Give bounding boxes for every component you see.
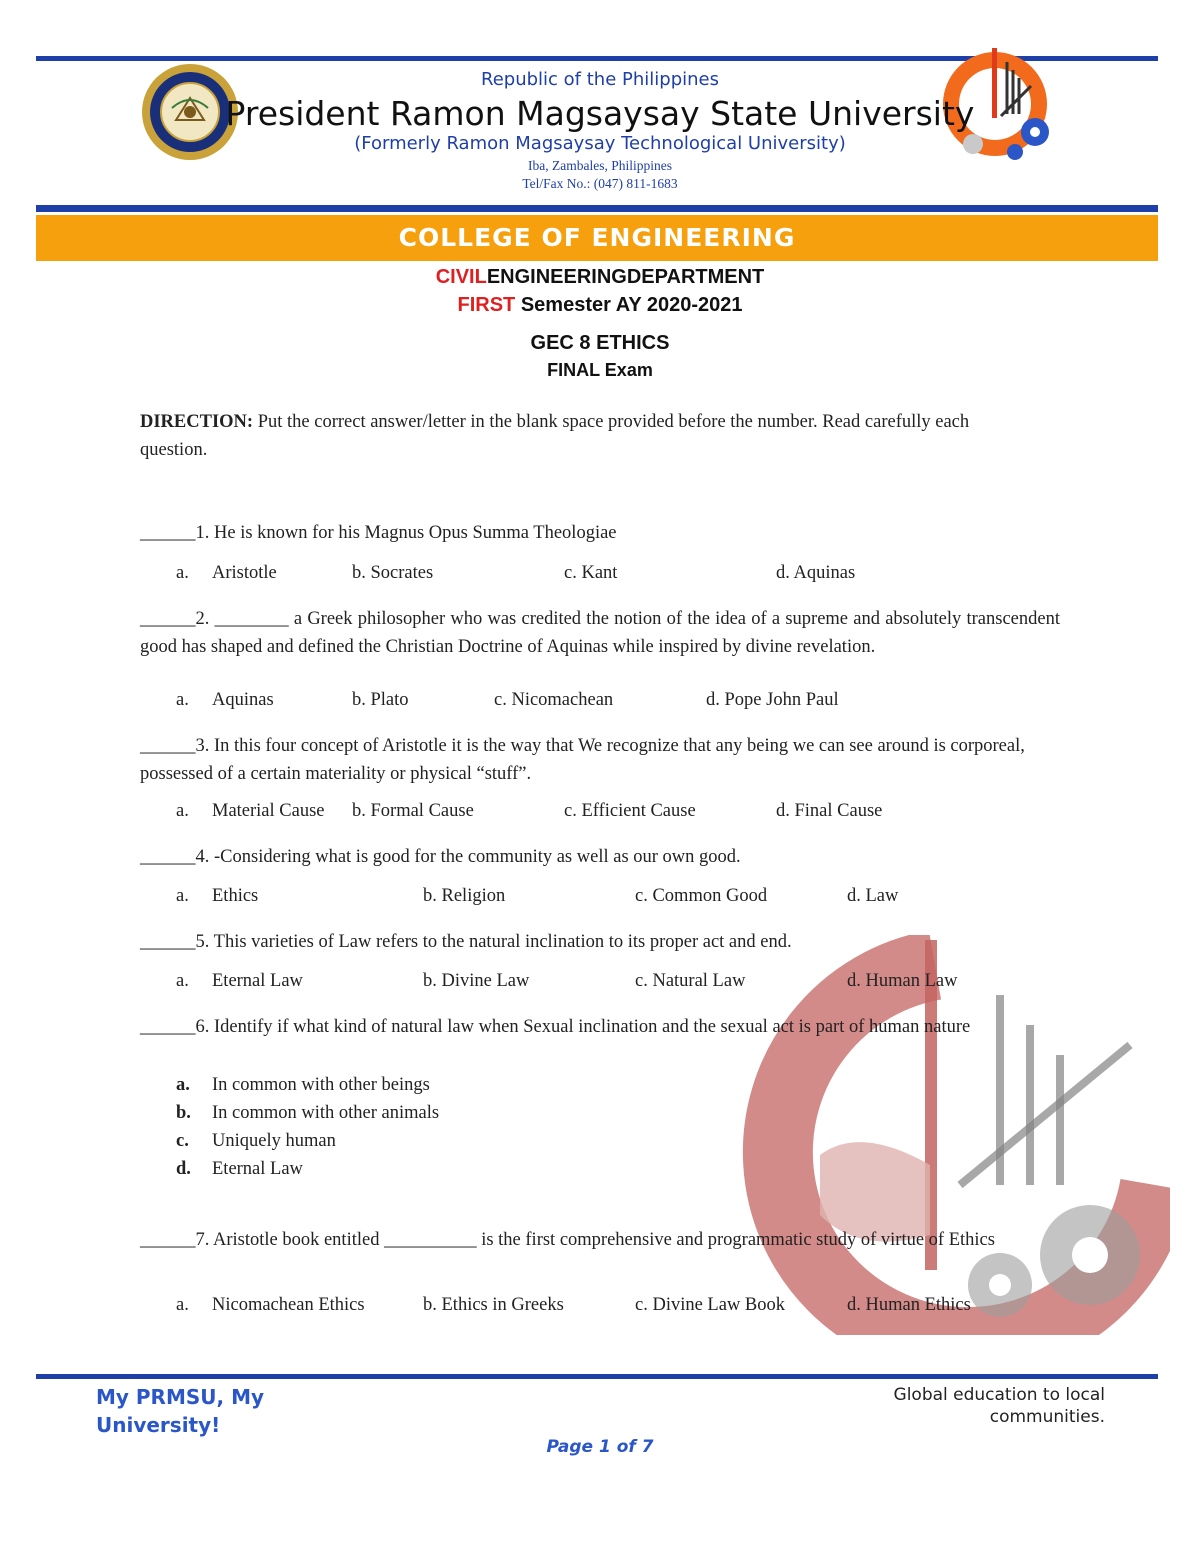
option-c: c. Common Good [635, 886, 768, 906]
republic-line: Republic of the Philippines [481, 69, 719, 90]
list-item [140, 1127, 640, 1155]
semester-prefix: FIRST [457, 294, 516, 316]
list-item [140, 1155, 640, 1183]
question-1: ______1. He is known for his Magnus Opus Summa Theologiae [140, 523, 617, 543]
option-d: d. Pope John Paul [706, 690, 839, 710]
college-banner: COLLEGE OF ENGINEERING [36, 215, 1158, 261]
option-c: c. Natural Law [635, 971, 746, 991]
question-3-options [140, 801, 1080, 829]
option-b: b. Plato [352, 690, 409, 710]
question-4-options [140, 886, 1080, 914]
option-letter: a. [176, 563, 189, 583]
direction-label: DIRECTION: [140, 412, 254, 432]
choice-text: In common with other beings [212, 1075, 430, 1095]
option-a: Aquinas [212, 690, 274, 710]
footer-tagline: Global education to local communities. [893, 1385, 1105, 1427]
question-6-choices [140, 1071, 640, 1183]
option-d: d. Law [847, 886, 899, 906]
question-5-options [140, 971, 1080, 999]
option-letter: a. [176, 690, 189, 710]
department-rest: ENGINEERINGDEPARTMENT [486, 266, 765, 288]
telfax-line: Tel/Fax No.: (047) 811-1683 [522, 176, 678, 191]
option-a: Eternal Law [212, 971, 303, 991]
header-rule [36, 205, 1158, 212]
option-d: d. Aquinas [776, 563, 856, 583]
semester-rest: Semester AY 2020-2021 [515, 294, 743, 316]
option-d: d. Final Cause [776, 801, 883, 821]
university-name: President Ramon Magsaysay State University [225, 94, 975, 133]
direction-text: Put the correct answer/letter in the blank space provided before the number. Read carefully each question. [140, 412, 970, 460]
department-prefix: CIVIL [435, 266, 487, 288]
choice-letter: c. [176, 1131, 189, 1151]
question-2: ______2. ________ a Greek philosopher who was credited the notion of the idea of a supreme and absolutely transcendent good has shaped and defined the Christian Doctrine of Aquinas while inspired by divine revelation. [140, 609, 1060, 657]
question-2-options [140, 690, 1080, 718]
option-letter: a. [176, 886, 189, 906]
option-c: c. Efficient Cause [564, 801, 696, 821]
option-letter: a. [176, 1295, 189, 1315]
question-4: ______4. -Considering what is good for the community as well as our own good. [140, 847, 741, 867]
question-5: ______5. This varieties of Law refers to the natural inclination to its proper act and end. [140, 932, 792, 952]
question-6: ______6. Identify if what kind of natural law when Sexual inclination and the sexual act is part of human nature [140, 1017, 971, 1037]
option-letter: a. [176, 801, 189, 821]
option-letter: a. [176, 971, 189, 991]
address-line: Iba, Zambales, Philippines [528, 158, 672, 173]
option-c: c. Kant [564, 563, 618, 583]
choice-text: In common with other animals [212, 1103, 440, 1123]
question-7: ______7. Aristotle book entitled __________ is the first comprehensive and programmatic study of virtue of Ethics [140, 1230, 995, 1250]
option-c: c. Nicomachean [494, 690, 614, 710]
semester-title [300, 294, 900, 317]
choice-letter: a. [176, 1075, 190, 1095]
department-title [300, 266, 900, 289]
course-title: GEC 8 ETHICS [530, 332, 670, 354]
direction [140, 408, 1000, 464]
choice-text: Eternal Law [212, 1159, 303, 1179]
list-item [140, 1099, 640, 1127]
footer-rule [36, 1374, 1158, 1379]
option-b: b. Ethics in Greeks [423, 1295, 564, 1315]
option-a: Material Cause [212, 801, 325, 821]
option-b: b. Divine Law [423, 971, 530, 991]
page-number: Page 1 of 7 [546, 1437, 654, 1457]
option-b: b. Formal Cause [352, 801, 474, 821]
question-7-options [140, 1295, 1080, 1323]
question-3: ______3. In this four concept of Aristotle it is the way that We recognize that any being we can see around is corporeal, possessed of a certain materiality or physical “stuff”. [140, 736, 1025, 784]
question-1-options [140, 563, 1080, 591]
option-a: Aristotle [212, 563, 277, 583]
option-a: Nicomachean Ethics [212, 1295, 365, 1315]
option-d: d. Human Ethics [847, 1295, 971, 1315]
option-b: b. Socrates [352, 563, 434, 583]
option-a: Ethics [212, 886, 259, 906]
exam-title: FINAL Exam [547, 360, 653, 380]
choice-letter: b. [176, 1103, 191, 1123]
list-item [140, 1071, 640, 1099]
choice-text: Uniquely human [212, 1131, 336, 1151]
choice-letter: d. [176, 1159, 191, 1179]
footer-motto: My PRMSU, My University! [96, 1385, 265, 1437]
formerly-line: (Formerly Ramon Magsaysay Technological University) [354, 133, 846, 154]
option-b: b. Religion [423, 886, 506, 906]
option-d: d. Human Law [847, 971, 958, 991]
option-c: c. Divine Law Book [635, 1295, 786, 1315]
